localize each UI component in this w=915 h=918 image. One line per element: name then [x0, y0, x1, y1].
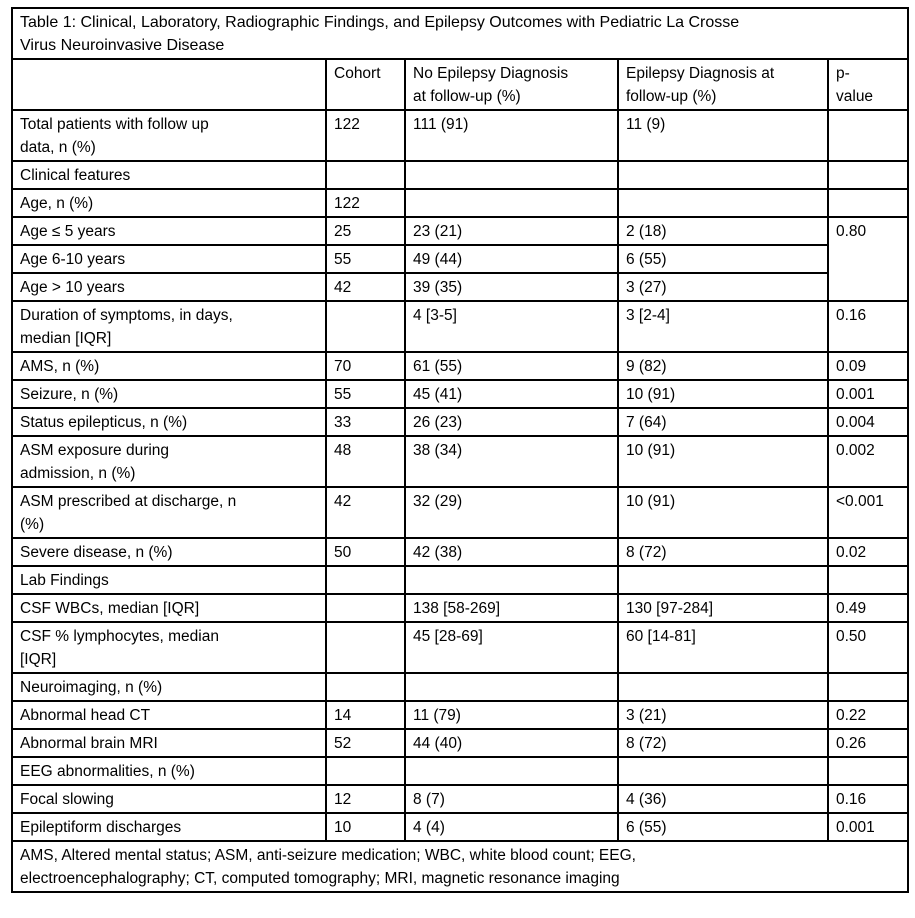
- row-label: Abnormal brain MRI: [12, 729, 326, 757]
- epilepsy-cell: 8 (72): [618, 729, 828, 757]
- row-label: Age > 10 years: [12, 273, 326, 301]
- row-label: CSF % lymphocytes, median [IQR]: [12, 622, 326, 673]
- cohort-cell: 50: [326, 538, 405, 566]
- table-row: [12, 380, 908, 408]
- no-epilepsy-cell: 11 (79): [405, 701, 618, 729]
- cohort-cell: 48: [326, 436, 405, 487]
- p-value-cell: 0.004: [828, 408, 908, 436]
- row-label: CSF WBCs, median [IQR]: [12, 594, 326, 622]
- epilepsy-cell: 2 (18): [618, 217, 828, 245]
- cohort-cell: 122: [326, 110, 405, 161]
- table-body: [12, 110, 908, 841]
- table-row: [12, 273, 908, 301]
- row-label: Lab Findings: [12, 566, 326, 594]
- cohort-cell: [326, 622, 405, 673]
- cohort-cell: 122: [326, 189, 405, 217]
- no-epilepsy-cell: 42 (38): [405, 538, 618, 566]
- table-row: [12, 701, 908, 729]
- no-epilepsy-cell: 4 (4): [405, 813, 618, 841]
- header-cohort: Cohort: [326, 59, 405, 110]
- section-row: [12, 757, 908, 785]
- section-row: [12, 673, 908, 701]
- no-epilepsy-cell: [405, 673, 618, 701]
- p-value-cell: 0.002: [828, 436, 908, 487]
- header-epilepsy: Epilepsy Diagnosis at follow-up (%): [618, 59, 828, 110]
- no-epilepsy-cell: 44 (40): [405, 729, 618, 757]
- table-row: [12, 189, 908, 217]
- p-value-cell: <0.001: [828, 487, 908, 538]
- row-label: Abnormal head CT: [12, 701, 326, 729]
- p-value-cell: 0.49: [828, 594, 908, 622]
- section-row: [12, 566, 908, 594]
- epilepsy-cell: 9 (82): [618, 352, 828, 380]
- section-row: [12, 161, 908, 189]
- table-title: Table 1: Clinical, Laboratory, Radiographic Findings, and Epilepsy Outcomes with Pediatric La Crosse Virus Neuroinvasive Disease: [12, 8, 908, 59]
- row-label: Total patients with follow up data, n (%): [12, 110, 326, 161]
- table-row: [12, 245, 908, 273]
- p-value-cell: [828, 757, 908, 785]
- p-value-cell: 0.22: [828, 701, 908, 729]
- table-row: [12, 110, 908, 161]
- cohort-cell: 10: [326, 813, 405, 841]
- table-row: [12, 729, 908, 757]
- no-epilepsy-cell: 4 [3-5]: [405, 301, 618, 352]
- row-label: ASM prescribed at discharge, n (%): [12, 487, 326, 538]
- row-label: Severe disease, n (%): [12, 538, 326, 566]
- p-value-cell: 0.16: [828, 301, 908, 352]
- epilepsy-cell: 3 [2-4]: [618, 301, 828, 352]
- epilepsy-cell: 8 (72): [618, 538, 828, 566]
- cohort-cell: 25: [326, 217, 405, 245]
- no-epilepsy-cell: [405, 189, 618, 217]
- p-value-cell: 0.02: [828, 538, 908, 566]
- cohort-cell: [326, 673, 405, 701]
- p-value-cell: [828, 566, 908, 594]
- epilepsy-cell: 60 [14-81]: [618, 622, 828, 673]
- no-epilepsy-cell: 39 (35): [405, 273, 618, 301]
- table-header-row: [12, 59, 908, 110]
- table-row: [12, 813, 908, 841]
- epilepsy-cell: [618, 189, 828, 217]
- no-epilepsy-cell: 32 (29): [405, 487, 618, 538]
- no-epilepsy-cell: 38 (34): [405, 436, 618, 487]
- no-epilepsy-cell: 23 (21): [405, 217, 618, 245]
- table-row: [12, 217, 908, 245]
- p-value-cell: [828, 189, 908, 217]
- no-epilepsy-cell: 61 (55): [405, 352, 618, 380]
- row-label: Epileptiform discharges: [12, 813, 326, 841]
- table-row: [12, 785, 908, 813]
- no-epilepsy-cell: 8 (7): [405, 785, 618, 813]
- p-value-cell: 0.001: [828, 380, 908, 408]
- cohort-cell: 55: [326, 380, 405, 408]
- epilepsy-cell: 6 (55): [618, 245, 828, 273]
- epilepsy-cell: 130 [97-284]: [618, 594, 828, 622]
- header-empty: [12, 59, 326, 110]
- row-label: ASM exposure during admission, n (%): [12, 436, 326, 487]
- row-label: Focal slowing: [12, 785, 326, 813]
- cohort-cell: [326, 594, 405, 622]
- row-label: EEG abnormalities, n (%): [12, 757, 326, 785]
- epilepsy-cell: 10 (91): [618, 487, 828, 538]
- p-value-cell: [828, 673, 908, 701]
- cohort-cell: 14: [326, 701, 405, 729]
- cohort-cell: [326, 757, 405, 785]
- epilepsy-cell: 3 (27): [618, 273, 828, 301]
- table-head: [12, 8, 908, 110]
- no-epilepsy-cell: [405, 566, 618, 594]
- epilepsy-cell: [618, 161, 828, 189]
- epilepsy-cell: 3 (21): [618, 701, 828, 729]
- p-value-cell: 0.50: [828, 622, 908, 673]
- cohort-cell: 55: [326, 245, 405, 273]
- epilepsy-cell: [618, 673, 828, 701]
- p-value-cell: 0.26: [828, 729, 908, 757]
- epilepsy-cell: 10 (91): [618, 436, 828, 487]
- no-epilepsy-cell: 138 [58-269]: [405, 594, 618, 622]
- no-epilepsy-cell: 45 [28-69]: [405, 622, 618, 673]
- epilepsy-cell: 6 (55): [618, 813, 828, 841]
- row-label: Seizure, n (%): [12, 380, 326, 408]
- epilepsy-cell: 10 (91): [618, 380, 828, 408]
- row-label: Age, n (%): [12, 189, 326, 217]
- cohort-cell: 52: [326, 729, 405, 757]
- epilepsy-cell: [618, 757, 828, 785]
- row-label: Age 6-10 years: [12, 245, 326, 273]
- row-label: AMS, n (%): [12, 352, 326, 380]
- table-row: [12, 538, 908, 566]
- p-value-cell: 0.16: [828, 785, 908, 813]
- abbreviations-footnote: AMS, Altered mental status; ASM, anti-seizure medication; WBC, white blood count; EEG, electroencephalography; CT, computed tomography; MRI, magnetic resonance imaging: [12, 841, 908, 892]
- p-value-cell: 0.80: [828, 217, 908, 301]
- epilepsy-cell: [618, 566, 828, 594]
- cohort-cell: 33: [326, 408, 405, 436]
- row-label: Clinical features: [12, 161, 326, 189]
- table-row: [12, 352, 908, 380]
- table-row: [12, 436, 908, 487]
- header-p-value: p- value: [828, 59, 908, 110]
- no-epilepsy-cell: [405, 757, 618, 785]
- no-epilepsy-cell: 49 (44): [405, 245, 618, 273]
- cohort-cell: 12: [326, 785, 405, 813]
- row-label: Neuroimaging, n (%): [12, 673, 326, 701]
- table-row: [12, 594, 908, 622]
- table-foot: [12, 841, 908, 892]
- table-row: [12, 487, 908, 538]
- cohort-cell: [326, 566, 405, 594]
- cohort-cell: [326, 161, 405, 189]
- no-epilepsy-cell: 45 (41): [405, 380, 618, 408]
- p-value-cell: 0.001: [828, 813, 908, 841]
- table-footnote-row: [12, 841, 908, 892]
- row-label: Age ≤ 5 years: [12, 217, 326, 245]
- cohort-cell: 70: [326, 352, 405, 380]
- no-epilepsy-cell: 26 (23): [405, 408, 618, 436]
- p-value-cell: 0.09: [828, 352, 908, 380]
- cohort-cell: [326, 301, 405, 352]
- table-row: [12, 408, 908, 436]
- cohort-cell: 42: [326, 487, 405, 538]
- row-label: Status epilepticus, n (%): [12, 408, 326, 436]
- no-epilepsy-cell: [405, 161, 618, 189]
- epilepsy-cell: 7 (64): [618, 408, 828, 436]
- cohort-cell: 42: [326, 273, 405, 301]
- epilepsy-cell: 11 (9): [618, 110, 828, 161]
- header-no-epilepsy: No Epilepsy Diagnosis at follow-up (%): [405, 59, 618, 110]
- no-epilepsy-cell: 111 (91): [405, 110, 618, 161]
- epilepsy-cell: 4 (36): [618, 785, 828, 813]
- clinical-findings-table: [11, 7, 909, 893]
- table-title-row: [12, 8, 908, 59]
- p-value-cell: [828, 161, 908, 189]
- table-row: [12, 301, 908, 352]
- table-row: [12, 622, 908, 673]
- p-value-cell: [828, 110, 908, 161]
- row-label: Duration of symptoms, in days, median [IQR]: [12, 301, 326, 352]
